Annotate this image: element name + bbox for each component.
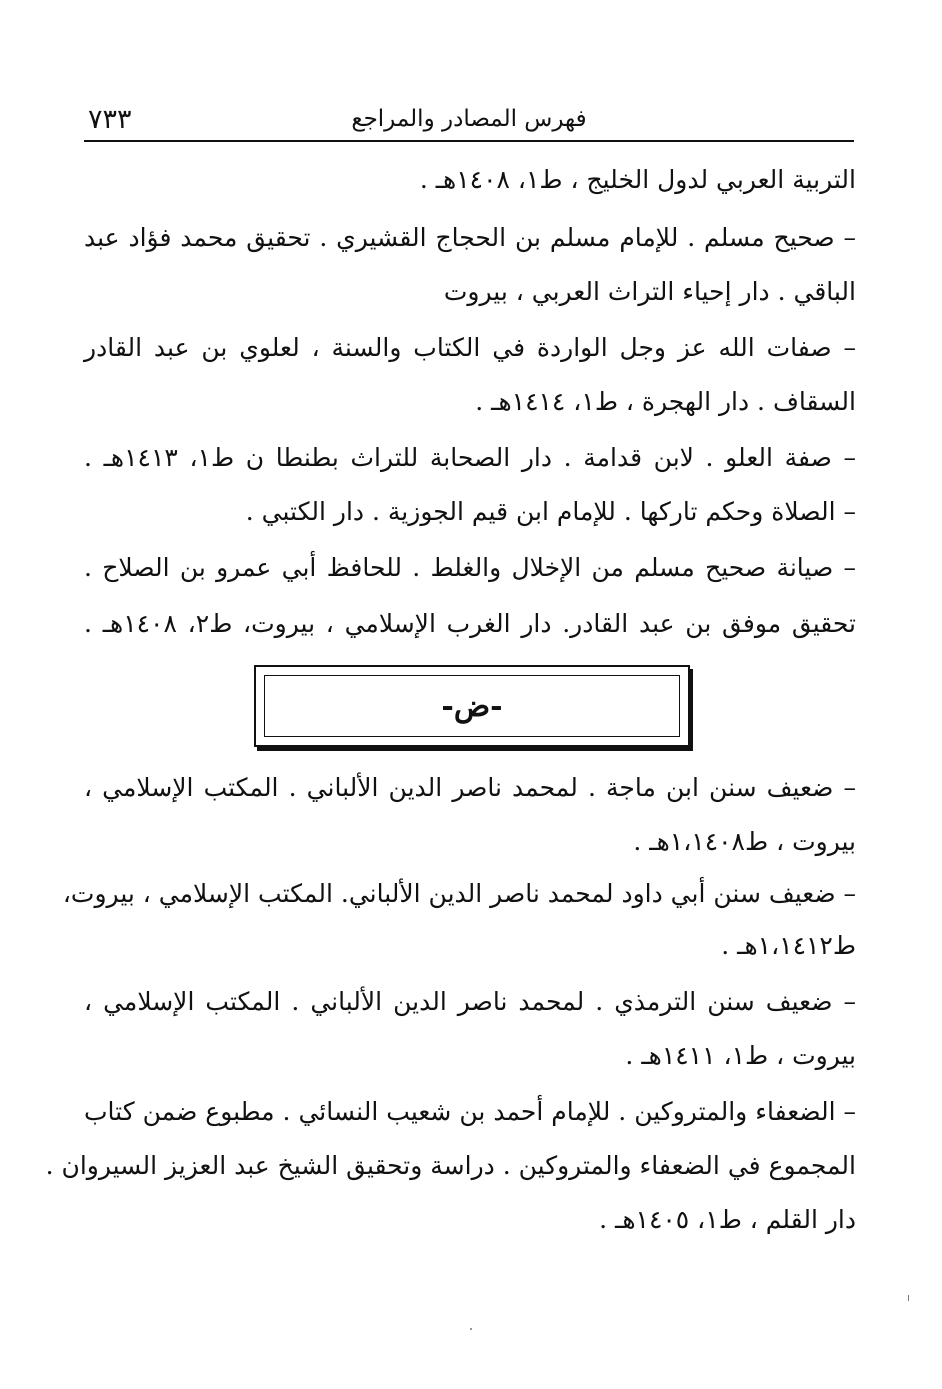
text-line: – ضعيف سنن أبي داود لمحمد ناصر الدين الألباني. المكتب الإسلامي ، بيروت،: [62, 879, 856, 908]
text-line: ط١،١٤١٢هـ .: [721, 931, 856, 960]
text-line: – صحيح مسلم . للإمام مسلم بن الحجاج القشيري . تحقيق محمد فؤاد عبد: [84, 223, 856, 252]
text-line: – الصلاة وحكم تاركها . للإمام ابن قيم الجوزية . دار الكتبي .: [245, 497, 856, 526]
text-line: السقاف . دار الهجرة ، ط١، ١٤١٤هـ .: [475, 387, 856, 416]
text-line: – صيانة صحيح مسلم من الإخلال والغلط . للحافظ أبي عمرو بن الصلاح .: [84, 553, 856, 582]
page-header: [84, 104, 854, 142]
text-line: التربية العربي لدول الخليج ، ط١، ١٤٠٨هـ .: [419, 165, 856, 194]
text-line: – الضعفاء والمتروكين . للإمام أحمد بن شعيب النسائي . مطبوع ضمن كتاب: [84, 1097, 856, 1126]
scan-speck: [470, 1328, 472, 1330]
section-heading-inner-frame: [264, 675, 680, 737]
text-line: – ضعيف سنن ابن ماجة . لمحمد ناصر الدين الألباني . المكتب الإسلامي ،: [84, 773, 856, 802]
page-number: ٧٣٣: [88, 104, 132, 135]
text-line: بيروت ، ط١،١٤٠٨هـ .: [633, 827, 856, 856]
scan-speck: [908, 1295, 909, 1301]
text-line: – صفات الله عز وجل الواردة في الكتاب والسنة ، لعلوي بن عبد القادر: [84, 333, 856, 362]
text-line: بيروت ، ط١، ١٤١١هـ .: [625, 1041, 856, 1070]
section-letter: -ض-: [441, 688, 503, 724]
section-heading-box: [254, 665, 690, 747]
text-line: – صفة العلو . لابن قدامة . دار الصحابة للتراث بطنطا ن ط١، ١٤١٣هـ .: [84, 443, 857, 472]
text-line: تحقيق موفق بن عبد القادر. دار الغرب الإسلامي ، بيروت، ط٢، ١٤٠٨هـ .: [84, 609, 857, 638]
text-line: الباقي . دار إحياء التراث العربي ، بيروت: [443, 277, 856, 306]
text-line: دار القلم ، ط١، ١٤٠٥هـ .: [599, 1205, 856, 1234]
running-title: فهرس المصادر والمراجع: [351, 106, 587, 132]
text-line: المجموع في الضعفاء والمتروكين . دراسة وتحقيق الشيخ عبد العزيز السيروان .: [45, 1151, 856, 1180]
text-line: – ضعيف سنن الترمذي . لمحمد ناصر الدين الألباني . المكتب الإسلامي ،: [84, 987, 856, 1016]
